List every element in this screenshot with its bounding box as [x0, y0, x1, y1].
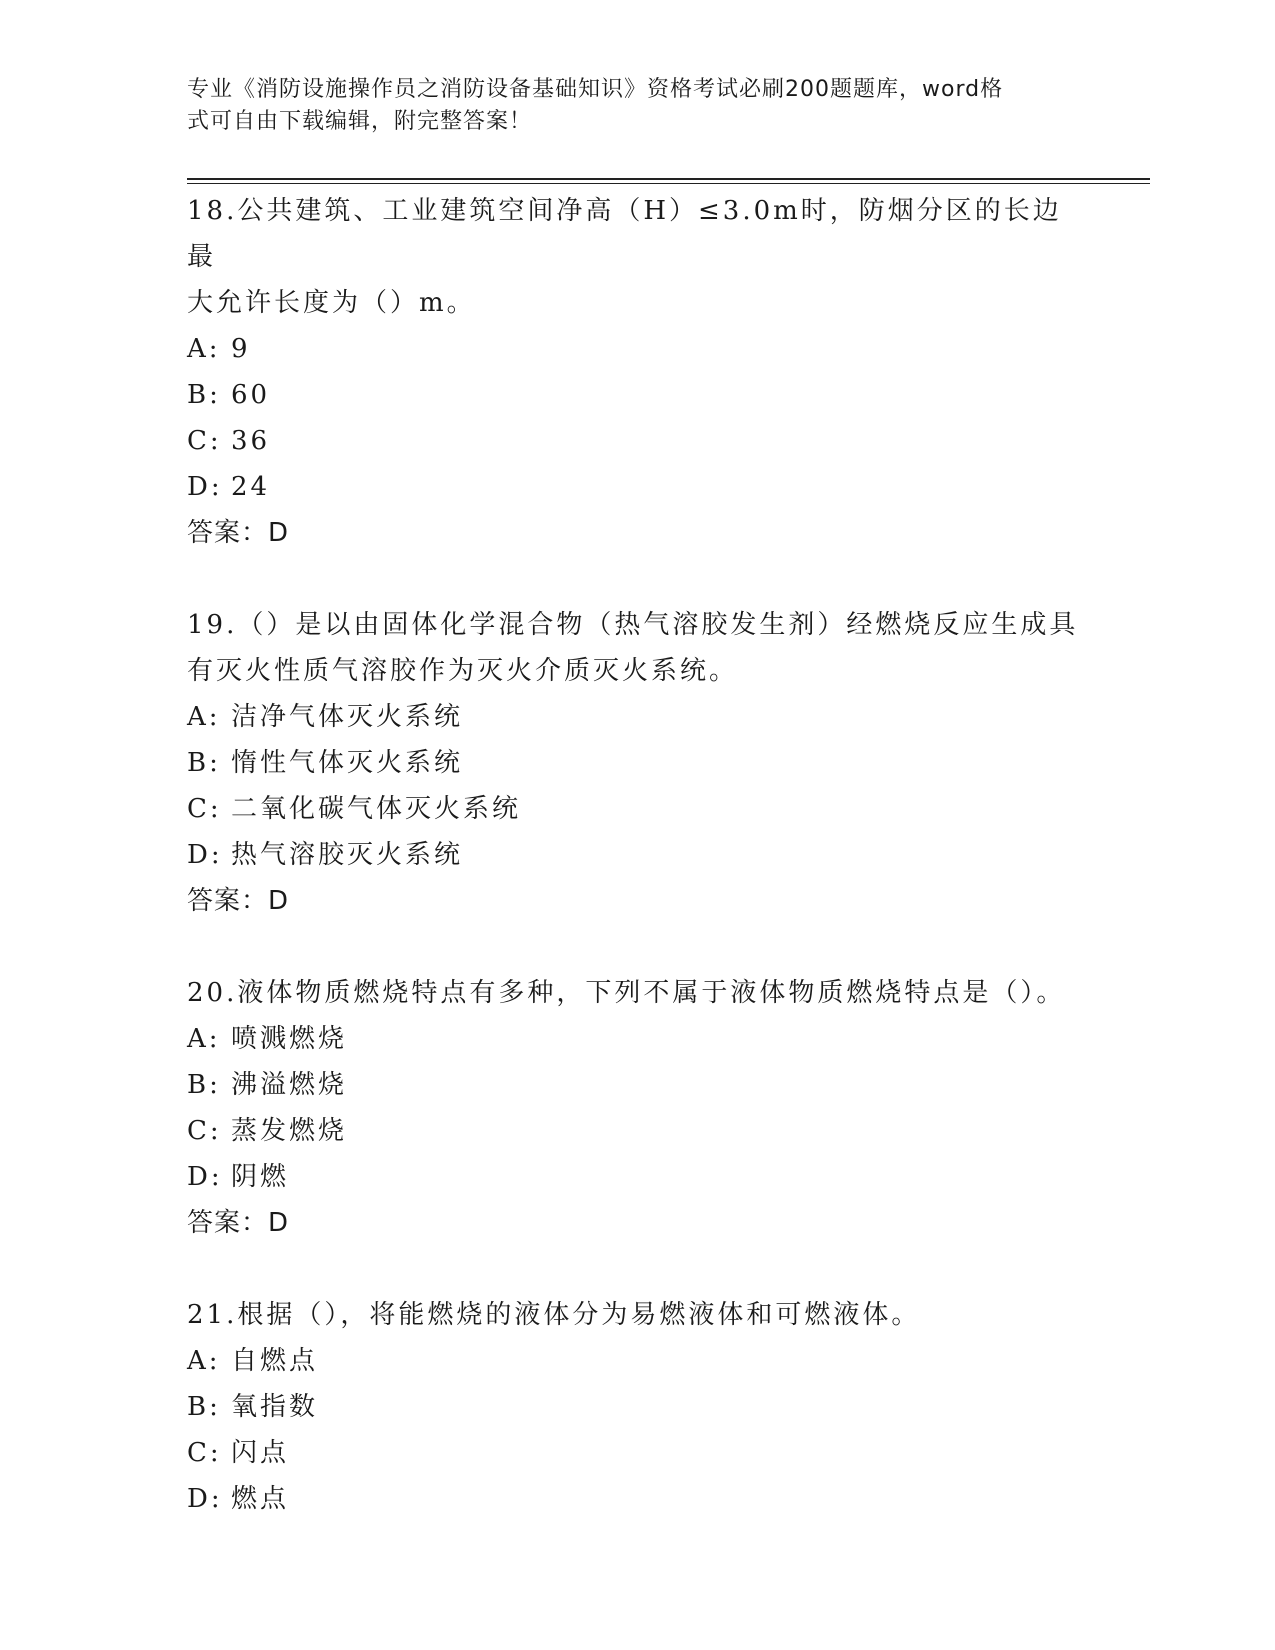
- option-text: 9: [231, 334, 251, 364]
- header-line-1: 专业《消防设施操作员之消防设备基础知识》资格考试必刷200题题库，word格: [187, 77, 1004, 102]
- question-stem: [187, 188, 1087, 326]
- question-stem: [187, 1292, 1087, 1338]
- option-d: [187, 832, 1087, 878]
- option-d: [187, 1154, 1087, 1200]
- option-letter: D:: [187, 1484, 223, 1514]
- option-text: 24: [231, 472, 271, 502]
- option-letter: D:: [187, 1162, 223, 1192]
- option-letter: B:: [187, 380, 221, 410]
- option-a: [187, 326, 1087, 372]
- option-text: 阴燃: [231, 1162, 290, 1192]
- question-19: [187, 602, 1087, 924]
- option-a: [187, 694, 1087, 740]
- question-18: [187, 188, 1087, 556]
- question-stem-line-1: 18.公共建筑、工业建筑空间净高（H）≤3.0m时，防烟分区的长边最: [187, 196, 1062, 272]
- option-text: 氧指数: [231, 1392, 319, 1422]
- option-b: [187, 1062, 1087, 1108]
- option-d: [187, 1476, 1087, 1522]
- question-stem-line-2: 有灭火性质气溶胶作为灭火介质灭火系统。: [187, 656, 739, 686]
- option-letter: C:: [187, 1116, 222, 1146]
- option-a: [187, 1338, 1087, 1384]
- option-letter: A:: [187, 334, 221, 364]
- option-letter: A:: [187, 702, 221, 732]
- option-text: 热气溶胶灭火系统: [231, 840, 464, 870]
- option-d: [187, 464, 1087, 510]
- question-21: [187, 1292, 1087, 1522]
- header-line-2: 式可自由下载编辑，附完整答案！: [187, 109, 533, 134]
- header-divider-thick: [187, 178, 1150, 180]
- option-letter: B:: [187, 748, 221, 778]
- option-text: 自燃点: [231, 1346, 319, 1376]
- option-text: 洁净气体灭火系统: [231, 702, 464, 732]
- option-letter: A:: [187, 1346, 221, 1376]
- answer-label: 答案：D: [187, 1208, 290, 1238]
- option-b: [187, 1384, 1087, 1430]
- option-text: 二氧化碳气体灭火系统: [231, 794, 522, 824]
- option-b: [187, 740, 1087, 786]
- option-letter: C:: [187, 794, 222, 824]
- option-c: [187, 786, 1087, 832]
- header-divider-thin: [187, 183, 1150, 184]
- question-stem-line-2: 大允许长度为（）m。: [187, 288, 476, 318]
- document-header: [187, 74, 1067, 138]
- question-list: [187, 188, 1087, 1568]
- question-stem-line-1: 20.液体物质燃烧特点有多种，下列不属于液体物质燃烧特点是（）。: [187, 978, 1066, 1008]
- answer-label: 答案：D: [187, 518, 290, 548]
- option-text: 蒸发燃烧: [231, 1116, 348, 1146]
- option-letter: D:: [187, 472, 223, 502]
- question-20: [187, 970, 1087, 1246]
- question-stem: [187, 970, 1087, 1016]
- question-stem: [187, 602, 1087, 694]
- option-text: 36: [231, 426, 271, 456]
- option-text: 闪点: [231, 1438, 290, 1468]
- question-stem-line-1: 19.（）是以由固体化学混合物（热气溶胶发生剂）经燃烧反应生成具: [187, 610, 1079, 640]
- option-c: [187, 1108, 1087, 1154]
- option-c: [187, 1430, 1087, 1476]
- option-text: 惰性气体灭火系统: [231, 748, 464, 778]
- option-letter: C:: [187, 426, 222, 456]
- option-text: 喷溅燃烧: [231, 1024, 348, 1054]
- option-letter: D:: [187, 840, 223, 870]
- option-letter: B:: [187, 1392, 221, 1422]
- option-letter: A:: [187, 1024, 221, 1054]
- option-text: 沸溢燃烧: [231, 1070, 348, 1100]
- option-letter: C:: [187, 1438, 222, 1468]
- answer-label: 答案：D: [187, 886, 290, 916]
- option-b: [187, 372, 1087, 418]
- question-stem-line-1: 21.根据（），将能燃烧的液体分为易燃液体和可燃液体。: [187, 1300, 921, 1330]
- option-text: 燃点: [231, 1484, 290, 1514]
- option-c: [187, 418, 1087, 464]
- option-text: 60: [231, 380, 271, 410]
- option-a: [187, 1016, 1087, 1062]
- option-letter: B:: [187, 1070, 221, 1100]
